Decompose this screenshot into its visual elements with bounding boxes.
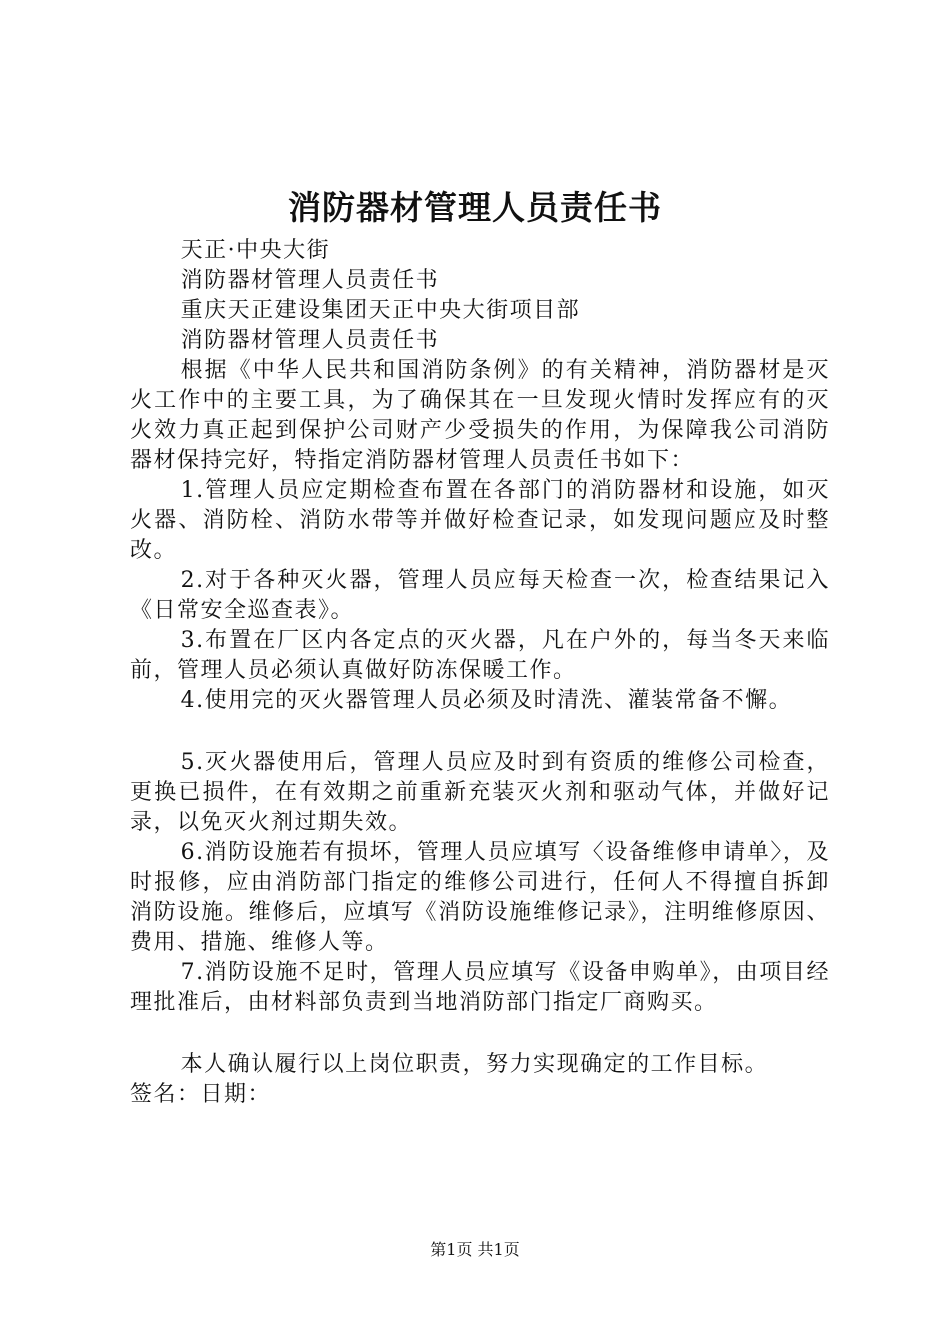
list-item: 7.消防设施不足时，管理人员应填写《设备申购单》，由项目经理批准后，由材料部负责到当地消防部门指定厂商购买。 bbox=[130, 960, 830, 1015]
paragraph-gap bbox=[130, 716, 830, 748]
header-line-organization: 重庆天正建设集团天正中央大街项目部 bbox=[180, 298, 581, 323]
header-line-subtitle: 消防器材管理人员责任书 bbox=[180, 268, 440, 293]
list-item: 2.对于各种灭火器，管理人员应每天检查一次，检查结果记入《日常安全巡查表》。 bbox=[130, 568, 830, 623]
document-body bbox=[130, 236, 830, 1110]
list-item: 3.布置在厂区内各定点的灭火器，凡在户外的，每当冬天来临前，管理人员必须认真做好防冻保暖工作。 bbox=[130, 628, 830, 683]
paragraph-gap bbox=[130, 1018, 830, 1050]
list-item: 6.消防设施若有损坏，管理人员应填写〈设备维修申请单〉，及时报修，应由消防部门指定的维修公司进行，任何人不得擅自拆卸消防设施。维修后，应填写《消防设施维修记录》，注明维修原因、费用、措施、维修人等。 bbox=[130, 840, 830, 955]
list-item: 4.使用完的灭火器管理人员必须及时清洗、灌装常备不懈。 bbox=[180, 688, 793, 713]
list-item: 1.管理人员应定期检查布置在各部门的消防器材和设施，如灭火器、消防栓、消防水带等并做好检查记录，如发现问题应及时整改。 bbox=[130, 478, 830, 563]
header-line-subtitle-repeat: 消防器材管理人员责任书 bbox=[180, 328, 440, 353]
confirmation-paragraph: 本人确认履行以上岗位职责，努力实现确定的工作目标。 bbox=[180, 1052, 769, 1077]
signature-line: 签名：日期： bbox=[130, 1082, 272, 1107]
document-title: 消防器材管理人员责任书 bbox=[288, 188, 662, 227]
page-footer: 第1页 共1页 bbox=[430, 1240, 520, 1259]
header-line-company: 天正·中央大街 bbox=[180, 238, 331, 263]
list-item: 5.灭火器使用后，管理人员应及时到有资质的维修公司检查，更换已损件，在有效期之前重新充装灭火剂和驱动气体，并做好记录，以免灭火剂过期失效。 bbox=[130, 750, 830, 835]
intro-paragraph: 根据《中华人民共和国消防条例》的有关精神，消防器材是灭火工作中的主要工具，为了确保其在一旦发现火情时发挥应有的灭火效力真正起到保护公司财产少受损失的作用，为保障我公司消防器材保持完好，特指定消防器材管理人员责任书如下： bbox=[130, 358, 830, 473]
